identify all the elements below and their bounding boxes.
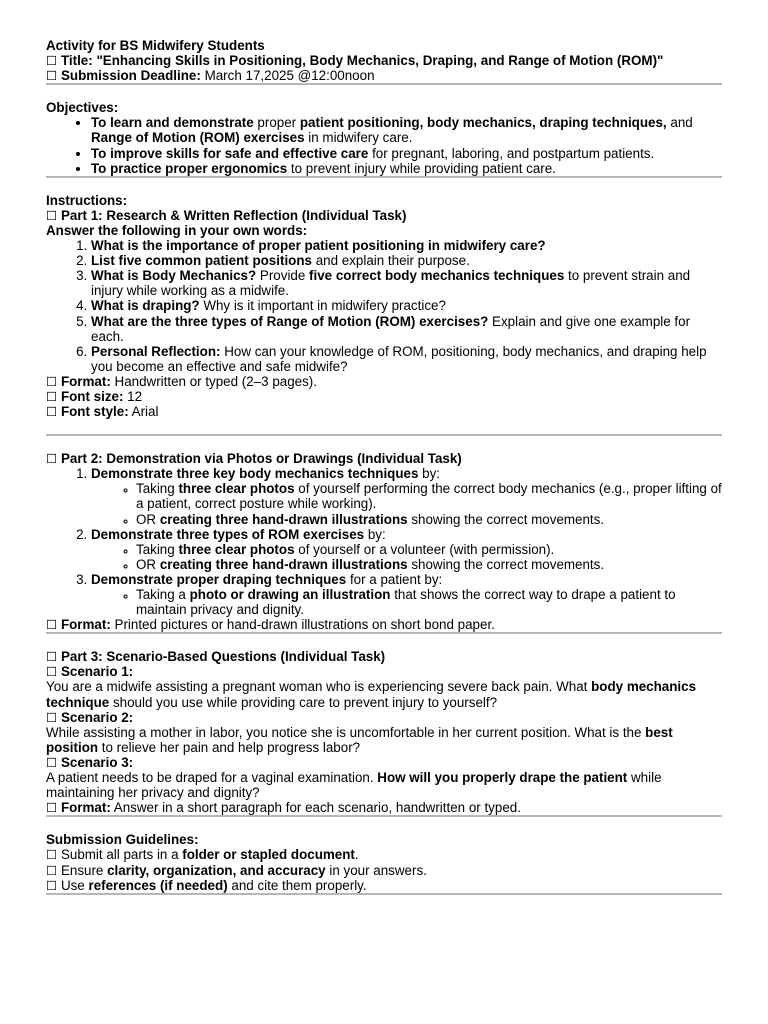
- deadline-line: ☐ Submission Deadline: March 17,2025 @12:00noon: [46, 68, 375, 84]
- scenario2-label: ☐ Scenario 2:: [46, 709, 134, 725]
- demo-subitem: ◦ OR creating three hand-drawn illustrations showing the correct movements.: [136, 557, 722, 572]
- part1-lead: Answer the following in your own words:: [46, 222, 308, 238]
- objectives-heading: Objectives:: [46, 100, 119, 116]
- demo-subitem: ◦ Taking three clear photos of yourself performing the correct body mechanics (e.g., proper lifting of a patient, correct posture while working).: [136, 481, 722, 511]
- checkbox-icon: ☐: [46, 388, 58, 404]
- question-item: 4. What is draping? Why is it important in midwifery practice?: [91, 298, 722, 313]
- question-item: 1. What is the importance of proper patient positioning in midwifery care?: [91, 238, 722, 253]
- demo-subitem: ◦ OR creating three hand-drawn illustrations showing the correct movements.: [136, 512, 722, 527]
- demo-item: 2. Demonstrate three types of ROM exercises by: ◦ Taking three clear photos of yourself or a volunteer (with permission). ◦ OR creating three hand-drawn illustrations showing the correct movements.: [91, 527, 722, 572]
- demo-item: 3. Demonstrate proper draping techniques for a patient by: ◦ Taking a photo or drawing an illustration that shows the correct way to drape a patient to maintain privacy and dignity.: [91, 572, 722, 617]
- demo-subitem: ◦ Taking three clear photos of yourself or a volunteer (with permission).: [136, 542, 722, 557]
- part2-list: [46, 466, 722, 617]
- objective-item: • To practice proper ergonomics to prevent injury while providing patient care.: [91, 161, 722, 176]
- guideline-item: ☐ Ensure clarity, organization, and accuracy in your answers.: [46, 862, 427, 878]
- guideline-item: ☐ Use references (if needed) and cite them properly.: [46, 877, 367, 893]
- part1-fontsize: ☐ Font size: 12: [46, 388, 143, 404]
- demo-subitem: ◦ Taking a photo or drawing an illustration that shows the correct way to drape a patient to maintain privacy and dignity.: [136, 587, 722, 617]
- divider: [46, 893, 722, 895]
- checkbox-icon: ☐: [46, 451, 58, 467]
- demo-sublist: [91, 481, 722, 526]
- instructions-heading: Instructions:: [46, 192, 128, 208]
- checkbox-icon: ☐: [46, 373, 58, 389]
- scenario1-text: You are a midwife assisting a pregnant woman who is experiencing severe back pain. What body mechanics technique should you use while providing care to prevent injury to yourself?: [46, 679, 697, 710]
- checkbox-icon: ☐: [46, 664, 58, 680]
- demo-sublist: [91, 542, 722, 572]
- scenario2-text: While assisting a mother in labor, you notice she is uncomfortable in her current position. What is the best position to relieve her pain and help progress labor?: [46, 724, 673, 755]
- scenario3-text: A patient needs to be draped for a vaginal examination. How will you properly drape the patient while maintaining her privacy and dignity?: [46, 770, 662, 801]
- scenario1-label: ☐ Scenario 1:: [46, 664, 134, 680]
- checkbox-icon: ☐: [46, 617, 58, 633]
- title-line: ☐ Title: "Enhancing Skills in Positioning, Body Mechanics, Draping, and Range of Motion (ROM)": [46, 53, 664, 69]
- question-item: 5. What are the three types of Range of Motion (ROM) exercises? Explain and give one example for each.: [91, 314, 722, 344]
- checkbox-icon: ☐: [46, 862, 58, 878]
- part3-format: ☐ Format: Answer in a short paragraph for each scenario, handwritten or typed.: [46, 800, 521, 816]
- activity-heading: Activity for BS Midwifery Students: [46, 38, 265, 53]
- question-item: 6. Personal Reflection: How can your knowledge of ROM, positioning, body mechanics, and draping help you become an effective and safe midwife?: [91, 344, 722, 374]
- scenario3-label: ☐ Scenario 3:: [46, 754, 134, 770]
- question-item: 2. List five common patient positions and explain their purpose.: [91, 253, 722, 268]
- checkbox-icon: ☐: [46, 649, 58, 665]
- part1-fontstyle: ☐ Font style: Arial: [46, 404, 159, 420]
- checkbox-icon: ☐: [46, 877, 58, 893]
- part1-format: ☐ Format: Handwritten or typed (2–3 pages).: [46, 373, 317, 389]
- objective-item: • To learn and demonstrate proper patient positioning, body mechanics, draping techniques, and Range of Motion (ROM) exercises in midwifery care.: [91, 115, 722, 145]
- checkbox-icon: ☐: [46, 207, 58, 223]
- demo-item: 1. Demonstrate three key body mechanics techniques by: ◦ Taking three clear photos of yourself performing the correct body mechanics (e.g., proper lifting of a patient, correct posture while working). ◦ OR creating three hand-drawn illustrations showing the correct movements.: [91, 466, 722, 526]
- part3-title: ☐ Part 3: Scenario-Based Questions (Individual Task): [46, 649, 386, 665]
- objective-item: • To improve skills for safe and effective care for pregnant, laboring, and postpartum patients.: [91, 146, 722, 161]
- checkbox-icon: ☐: [46, 754, 58, 770]
- demo-sublist: [91, 587, 722, 617]
- part2-title: ☐ Part 2: Demonstration via Photos or Drawings (Individual Task): [46, 451, 462, 467]
- checkbox-icon: ☐: [46, 709, 58, 725]
- question-item: 3. What is Body Mechanics? Provide five correct body mechanics techniques to prevent strain and injury while working as a midwife.: [91, 268, 722, 298]
- part1-questions: [46, 238, 722, 374]
- guideline-item: ☐ Submit all parts in a folder or stapled document.: [46, 847, 359, 863]
- submission-heading: Submission Guidelines:: [46, 832, 199, 848]
- checkbox-icon: ☐: [46, 53, 58, 69]
- checkbox-icon: ☐: [46, 404, 58, 420]
- part2-format: ☐ Format: Printed pictures or hand-drawn illustrations on short bond paper.: [46, 617, 495, 633]
- objectives-list: [46, 115, 722, 175]
- part1-title: ☐ Part 1: Research & Written Reflection (Individual Task): [46, 207, 407, 223]
- checkbox-icon: ☐: [46, 800, 58, 816]
- checkbox-icon: ☐: [46, 847, 58, 863]
- checkbox-icon: ☐: [46, 68, 58, 84]
